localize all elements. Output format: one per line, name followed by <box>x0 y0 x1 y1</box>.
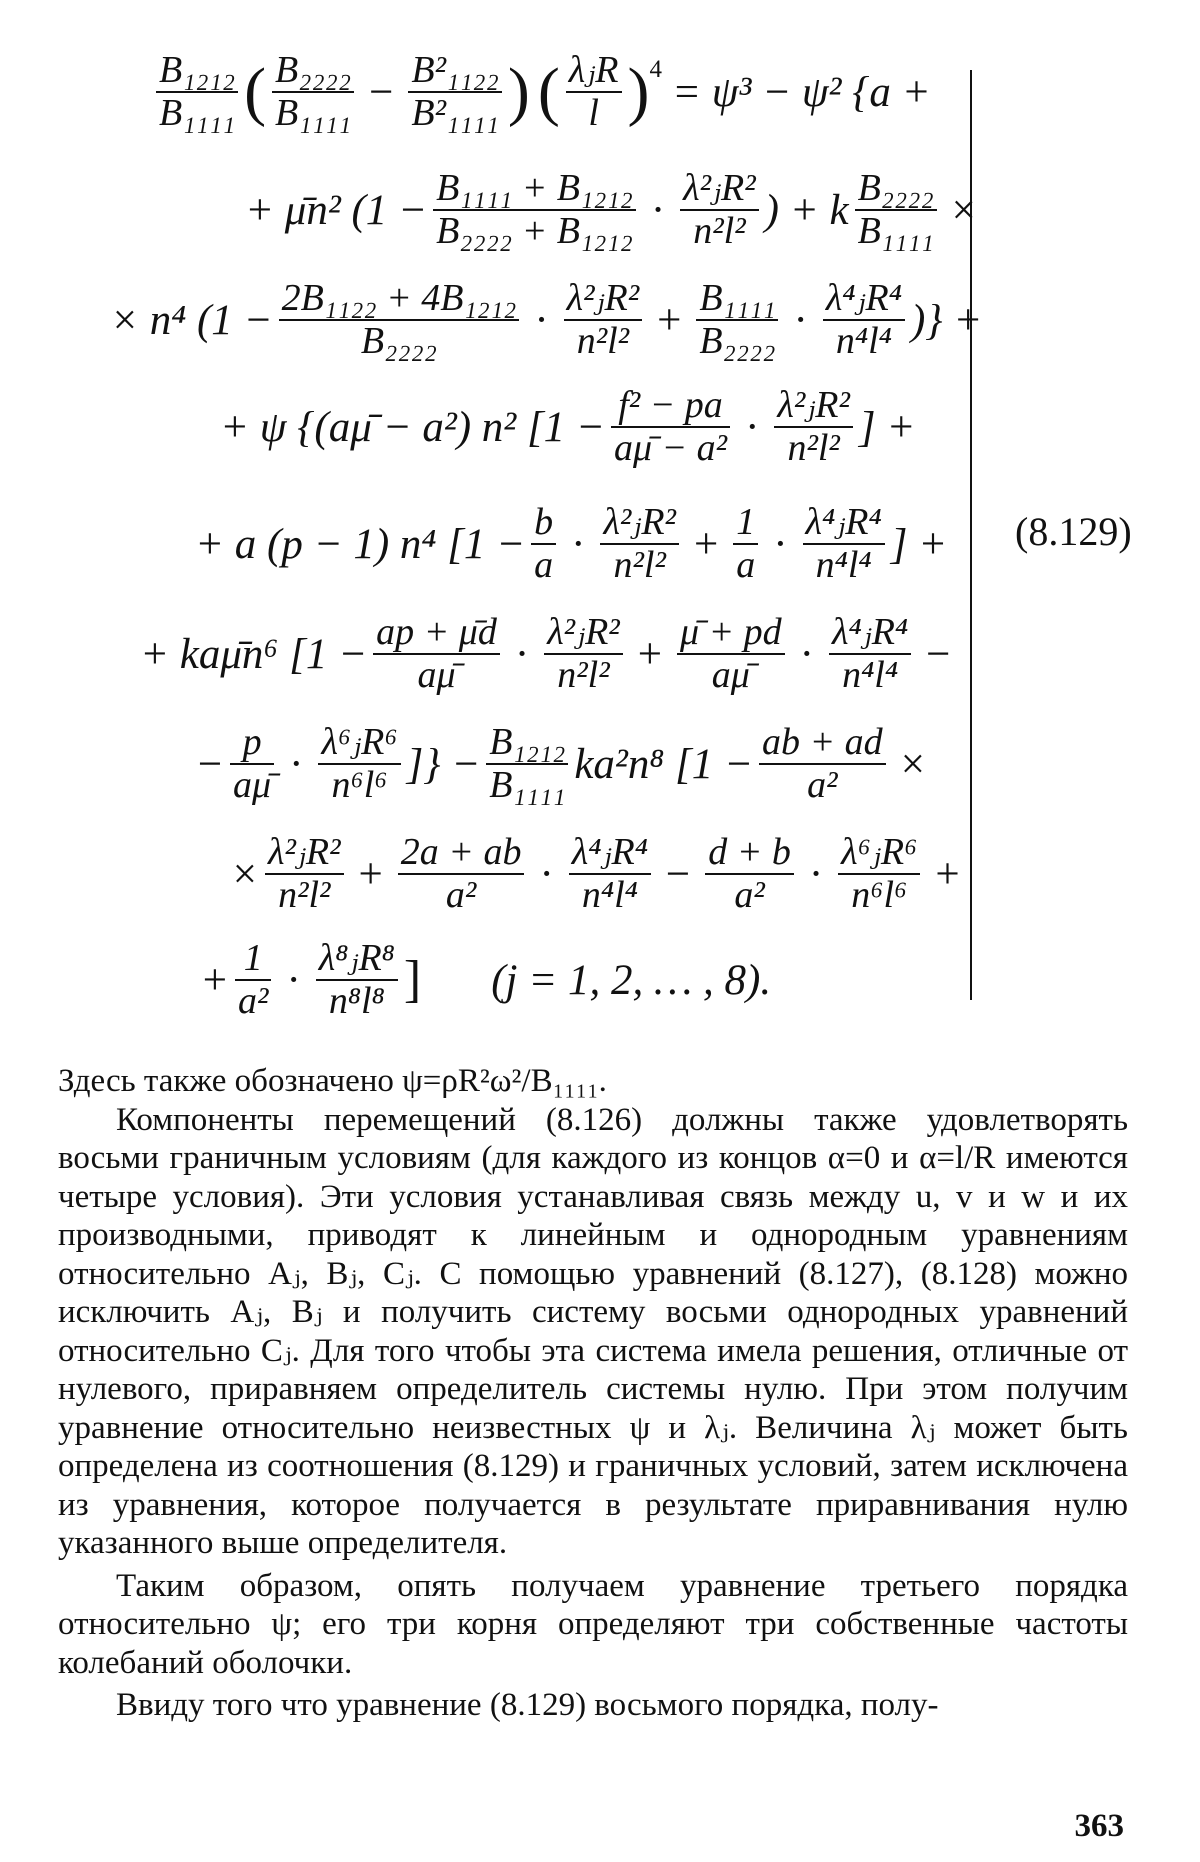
denominator: B₂₂₂₂ + B₁₂₁₂ <box>436 210 633 253</box>
expression-tail: × <box>900 740 925 788</box>
numerator: B₁₂₁₂ <box>489 721 566 763</box>
fraction <box>733 502 758 586</box>
numerator: λ⁶ⱼR⁶ <box>321 721 398 763</box>
fraction <box>235 938 271 1022</box>
denominator: n²l² <box>693 210 746 253</box>
fraction <box>680 168 759 252</box>
fraction <box>696 278 778 362</box>
numerator: p <box>242 721 262 763</box>
denominator: a <box>736 544 756 587</box>
body-text <box>58 1062 1128 1725</box>
expression-mid: + <box>637 630 662 678</box>
denominator: n²l² <box>613 544 666 587</box>
denominator: aμ̄ <box>417 654 456 697</box>
expression-mid: + <box>657 296 682 344</box>
numerator: B₁₂₁₂ <box>159 49 236 91</box>
denominator: n⁴l⁴ <box>815 544 872 587</box>
numerator: λ²ⱼR² <box>603 501 676 543</box>
index-range: (j = 1, 2, … , 8). <box>491 956 772 1004</box>
denominator: aμ̄ − a² <box>613 427 728 470</box>
equation-group-bracket <box>970 70 972 1000</box>
fraction <box>823 278 905 362</box>
expression-lead: + μ̄n² (1 − <box>245 186 428 234</box>
fraction <box>566 50 622 134</box>
page-number: 363 <box>1074 1808 1124 1844</box>
paragraph: Компоненты перемещений (8.126) должны также удовлетворять восьми граничным условиям (для каждого из концов α=0 и α=l/R имеются четыре условия). Эти условия устанавливая связь между u, v и w и их производными, приводят к линейным и однородным уравнениям относительно Aⱼ, Bⱼ, Cⱼ. С помощью уравнений (8.127), (8.128) можно исключить Aⱼ, Bⱼ и получить систему восьми однородных уравнений относительно Cⱼ. Для того чтобы эта система имела решения, отличные от нулевого, приравняем определитель системы нулю. При этом получим уравнение относительно неизвестных ψ и λⱼ. Величина λⱼ может быть определена из соотношения (8.129) и граничных условий, затем исключена из уравнения, которое получается в результате приравнивания нулю указанного выше определителя. <box>58 1101 1128 1561</box>
closing-bracket: ] <box>403 951 422 1009</box>
fraction <box>569 832 651 916</box>
denominator: a² <box>807 764 838 807</box>
fraction <box>677 612 785 696</box>
fraction <box>855 168 937 252</box>
denominator: n⁴l⁴ <box>842 654 899 697</box>
fraction <box>544 612 623 696</box>
numerator: 1 <box>243 937 263 979</box>
numerator: λ⁴ⱼR⁴ <box>832 611 909 653</box>
expression-mid: + <box>693 520 719 568</box>
expression-lead: + kaμ̄n⁶ [1 − <box>140 630 368 678</box>
denominator: n⁸l⁸ <box>328 980 385 1023</box>
equation-line-1: $\frac{\text{B₁₂₁₂}}{\text{B₁₁₁₁}}$ ( $\frac{\text{B₂₂₂₂}}{\text{B₁₁₁₁}}$ − $\frac{\text{B²₁₁₂₂}}{\text{B²₁₁₁₁}}$ ) ( $\frac{\text{λⱼR}}{l}$ ) $^4$ = ψ³ − ψ² {a + <box>150 50 931 134</box>
numerator: B₁₁₁₁ + B₁₂₁₂ <box>436 167 633 209</box>
expression-tail: ] + <box>858 403 916 451</box>
denominator: n²l² <box>278 874 331 917</box>
expression-mid: ) + k <box>764 186 849 234</box>
fraction <box>156 50 238 134</box>
numerator: λ²ⱼR² <box>547 611 620 653</box>
fraction <box>803 502 885 586</box>
numerator: B₂₂₂₂ <box>857 167 934 209</box>
numerator: λ⁴ⱼR⁴ <box>805 501 882 543</box>
equation-line-9: + $\frac{1}{\text{a²}}$ · $\frac{\text{λ⁸ⱼR⁸}}{\text{n⁸l⁸}}$ ] (j = 1, 2, … , 8). <box>200 937 772 1023</box>
expression-lead: − <box>195 740 225 788</box>
denominator: n⁴l⁴ <box>581 874 638 917</box>
fraction <box>318 722 400 806</box>
denominator: B₁₁₁₁ <box>489 764 566 807</box>
numerator: λ⁶ⱼR⁶ <box>841 831 918 873</box>
numerator: B²₁₁₂₂ <box>411 49 499 91</box>
fraction <box>774 385 853 469</box>
numerator: 1 <box>736 501 756 543</box>
equation-line-5: + a (p − 1) n⁴ [1 − $\frac{b}{a}$ · $\frac{\text{λ²ⱼR²}}{\text{n²l²}}$ + $\frac{1}{a}$ · $\frac{\text{λ⁴ⱼR⁴}}{\text{n⁴l⁴}}$ ] + <box>195 501 948 587</box>
denominator: aμ̄ <box>233 764 272 807</box>
numerator: ab + ad <box>762 721 883 763</box>
equation-line-4: + ψ {(aμ̄ − a²) n² [1 − $\frac{\text{f² − pa}}{\text{aμ̄ − a²}}$ · $\frac{\text{λ²ⱼR²}}{\text{n²l²}}$ ] + <box>220 384 916 470</box>
paragraph: Здесь также обозначено ψ=ρR²ω²/B₁₁₁₁. <box>58 1063 607 1099</box>
denominator: B₁₁₁₁ <box>275 92 352 135</box>
denominator: B₂₂₂₂ <box>699 320 776 363</box>
expression-tail: )} + <box>910 296 983 344</box>
denominator: B₁₁₁₁ <box>857 210 934 253</box>
numerator: B₂₂₂₂ <box>275 49 352 91</box>
fraction <box>600 502 679 586</box>
numerator: ap + μ̄d <box>376 611 497 653</box>
equation-line-6: + kaμ̄n⁶ [1 − $\frac{ap + \mūd}{a\mū}$ · $\frac{\text{λ²ⱼR²}}{\text{n²l²}}$ + $\frac{\mū + pd}{a\mū}$ · $\frac{\text{λ⁴ⱼR⁴}}{\text{n⁴l⁴}}$ − <box>140 611 951 697</box>
expression-tail: + <box>935 850 960 898</box>
expression-tail: − <box>926 630 951 678</box>
denominator: n²l² <box>557 654 610 697</box>
numerator: B₁₁₁₁ <box>699 277 776 319</box>
fraction <box>230 722 274 806</box>
fraction <box>705 832 794 916</box>
numerator: λ²ⱼR² <box>683 167 756 209</box>
fraction <box>564 278 643 362</box>
numerator: λ²ⱼR² <box>566 277 640 319</box>
denominator: l <box>588 92 599 135</box>
fraction <box>486 722 568 806</box>
numerator: μ̄ + pd <box>679 611 782 653</box>
expression-tail: × <box>951 186 976 234</box>
numerator: λ²ⱼR² <box>777 384 850 426</box>
fraction <box>829 612 911 696</box>
numerator: λ⁴ⱼR⁴ <box>825 277 902 319</box>
fraction <box>408 50 501 134</box>
denominator: n²l² <box>787 427 840 470</box>
denominator: n⁶l⁶ <box>331 764 388 807</box>
equation-line-8: × $\frac{\text{λ²ⱼR²}}{\text{n²l²}}$ + $\frac{2a + ab}{\text{a²}}$ · $\frac{\text{λ⁴ⱼR⁴}}{\text{n⁴l⁴}}$ − $\frac{d + b}{\text{a²}}$ · $\frac{\text{λ⁶ⱼR⁶}}{\text{n⁶l⁶}}$ + <box>230 831 960 917</box>
denominator: B₁₁₁₁ <box>159 92 236 135</box>
fraction <box>433 168 636 252</box>
numerator: b <box>534 501 554 543</box>
denominator: n⁶l⁶ <box>851 874 908 917</box>
expression-mid: − <box>665 850 691 898</box>
numerator: λ²ⱼR² <box>268 831 341 873</box>
denominator: aμ̄ <box>711 654 750 697</box>
denominator: B₂₂₂₂ <box>360 320 437 363</box>
fraction <box>265 832 344 916</box>
numerator: λⱼR <box>568 49 619 91</box>
numerator: 2a + ab <box>400 831 522 873</box>
expression-lead: + a (p − 1) n⁴ [1 − <box>195 520 526 568</box>
fraction <box>838 832 920 916</box>
denominator: n²l² <box>576 320 630 363</box>
numerator: 2B₁₁₂₂ + 4B₁₂₁₂ <box>281 277 517 319</box>
expression-lead: + <box>200 956 230 1004</box>
numerator: d + b <box>708 831 791 873</box>
expression-mid: + <box>358 850 383 898</box>
expression-mid: ka²n⁸ [1 − <box>574 740 754 788</box>
denominator: a² <box>445 874 477 917</box>
numerator: λ⁸ⱼR⁸ <box>318 937 395 979</box>
equation-number: (8.129) <box>1015 509 1132 554</box>
equation-line-3: × n⁴ (1 − $\frac{\text{2B₁₁₂₂ + 4B₁₂₁₂}}{\text{B₂₂₂₂}}$ · $\frac{\text{λ²ⱼR²}}{\text{n²l²}}$ + $\frac{\text{B₁₁₁₁}}{\text{B₂₂₂₂}}$ · $\frac{\text{λ⁴ⱼR⁴}}{\text{n⁴l⁴}}$ )} + <box>110 277 983 363</box>
expression-lead: × <box>230 850 260 898</box>
fraction <box>279 278 520 362</box>
equation-block <box>100 40 1120 1030</box>
numerator: λ⁴ⱼR⁴ <box>571 831 648 873</box>
expression-lead: × n⁴ (1 − <box>110 296 273 344</box>
fraction <box>611 385 730 469</box>
fraction <box>398 832 525 916</box>
denominator: a² <box>238 980 269 1023</box>
expression-mid: ]} − <box>406 740 481 788</box>
expression-tail: ] + <box>890 520 948 568</box>
paragraph: Ввиду того что уравнение (8.129) восьмого порядка, полу- <box>116 1687 939 1723</box>
fraction <box>531 502 556 586</box>
denominator: B²₁₁₁₁ <box>411 92 499 135</box>
fraction <box>272 50 354 134</box>
paragraph: Таким образом, опять получаем уравнение третьего порядка относительно ψ; его три корня определяют три собственные частоты колебаний оболочки. <box>58 1567 1128 1681</box>
expression-lead: + ψ {(aμ̄ − a²) n² [1 − <box>220 403 605 451</box>
fraction <box>373 612 500 696</box>
denominator: a <box>534 544 554 587</box>
denominator: n⁴l⁴ <box>835 320 892 363</box>
fraction <box>316 938 398 1022</box>
equation-rhs: = ψ³ − ψ² {a + <box>671 68 931 116</box>
denominator: a² <box>734 874 765 917</box>
fraction <box>759 722 886 806</box>
equation-line-2: + μ̄n² (1 − $\frac{\text{B₁₁₁₁ + B₁₂₁₂}}{\text{B₂₂₂₂ + B₁₂₁₂}}$ · $\frac{\text{λ²ⱼR²}}{\text{n²l²}}$ ) + k $\frac{\text{B₂₂₂₂}}{\text{B₁₁₁₁}}$ × <box>245 167 976 253</box>
equation-line-7: − $\frac{p}{a\mū}$ · $\frac{\text{λ⁶ⱼR⁶}}{\text{n⁶l⁶}}$ ]} − $\frac{\text{B₁₂₁₂}}{\text{B₁₁₁₁}}$ ka²n⁸ [1 − $\frac{ab + ad}{\text{a²}}$ × <box>195 721 925 807</box>
numerator: f² − pa <box>618 384 723 426</box>
